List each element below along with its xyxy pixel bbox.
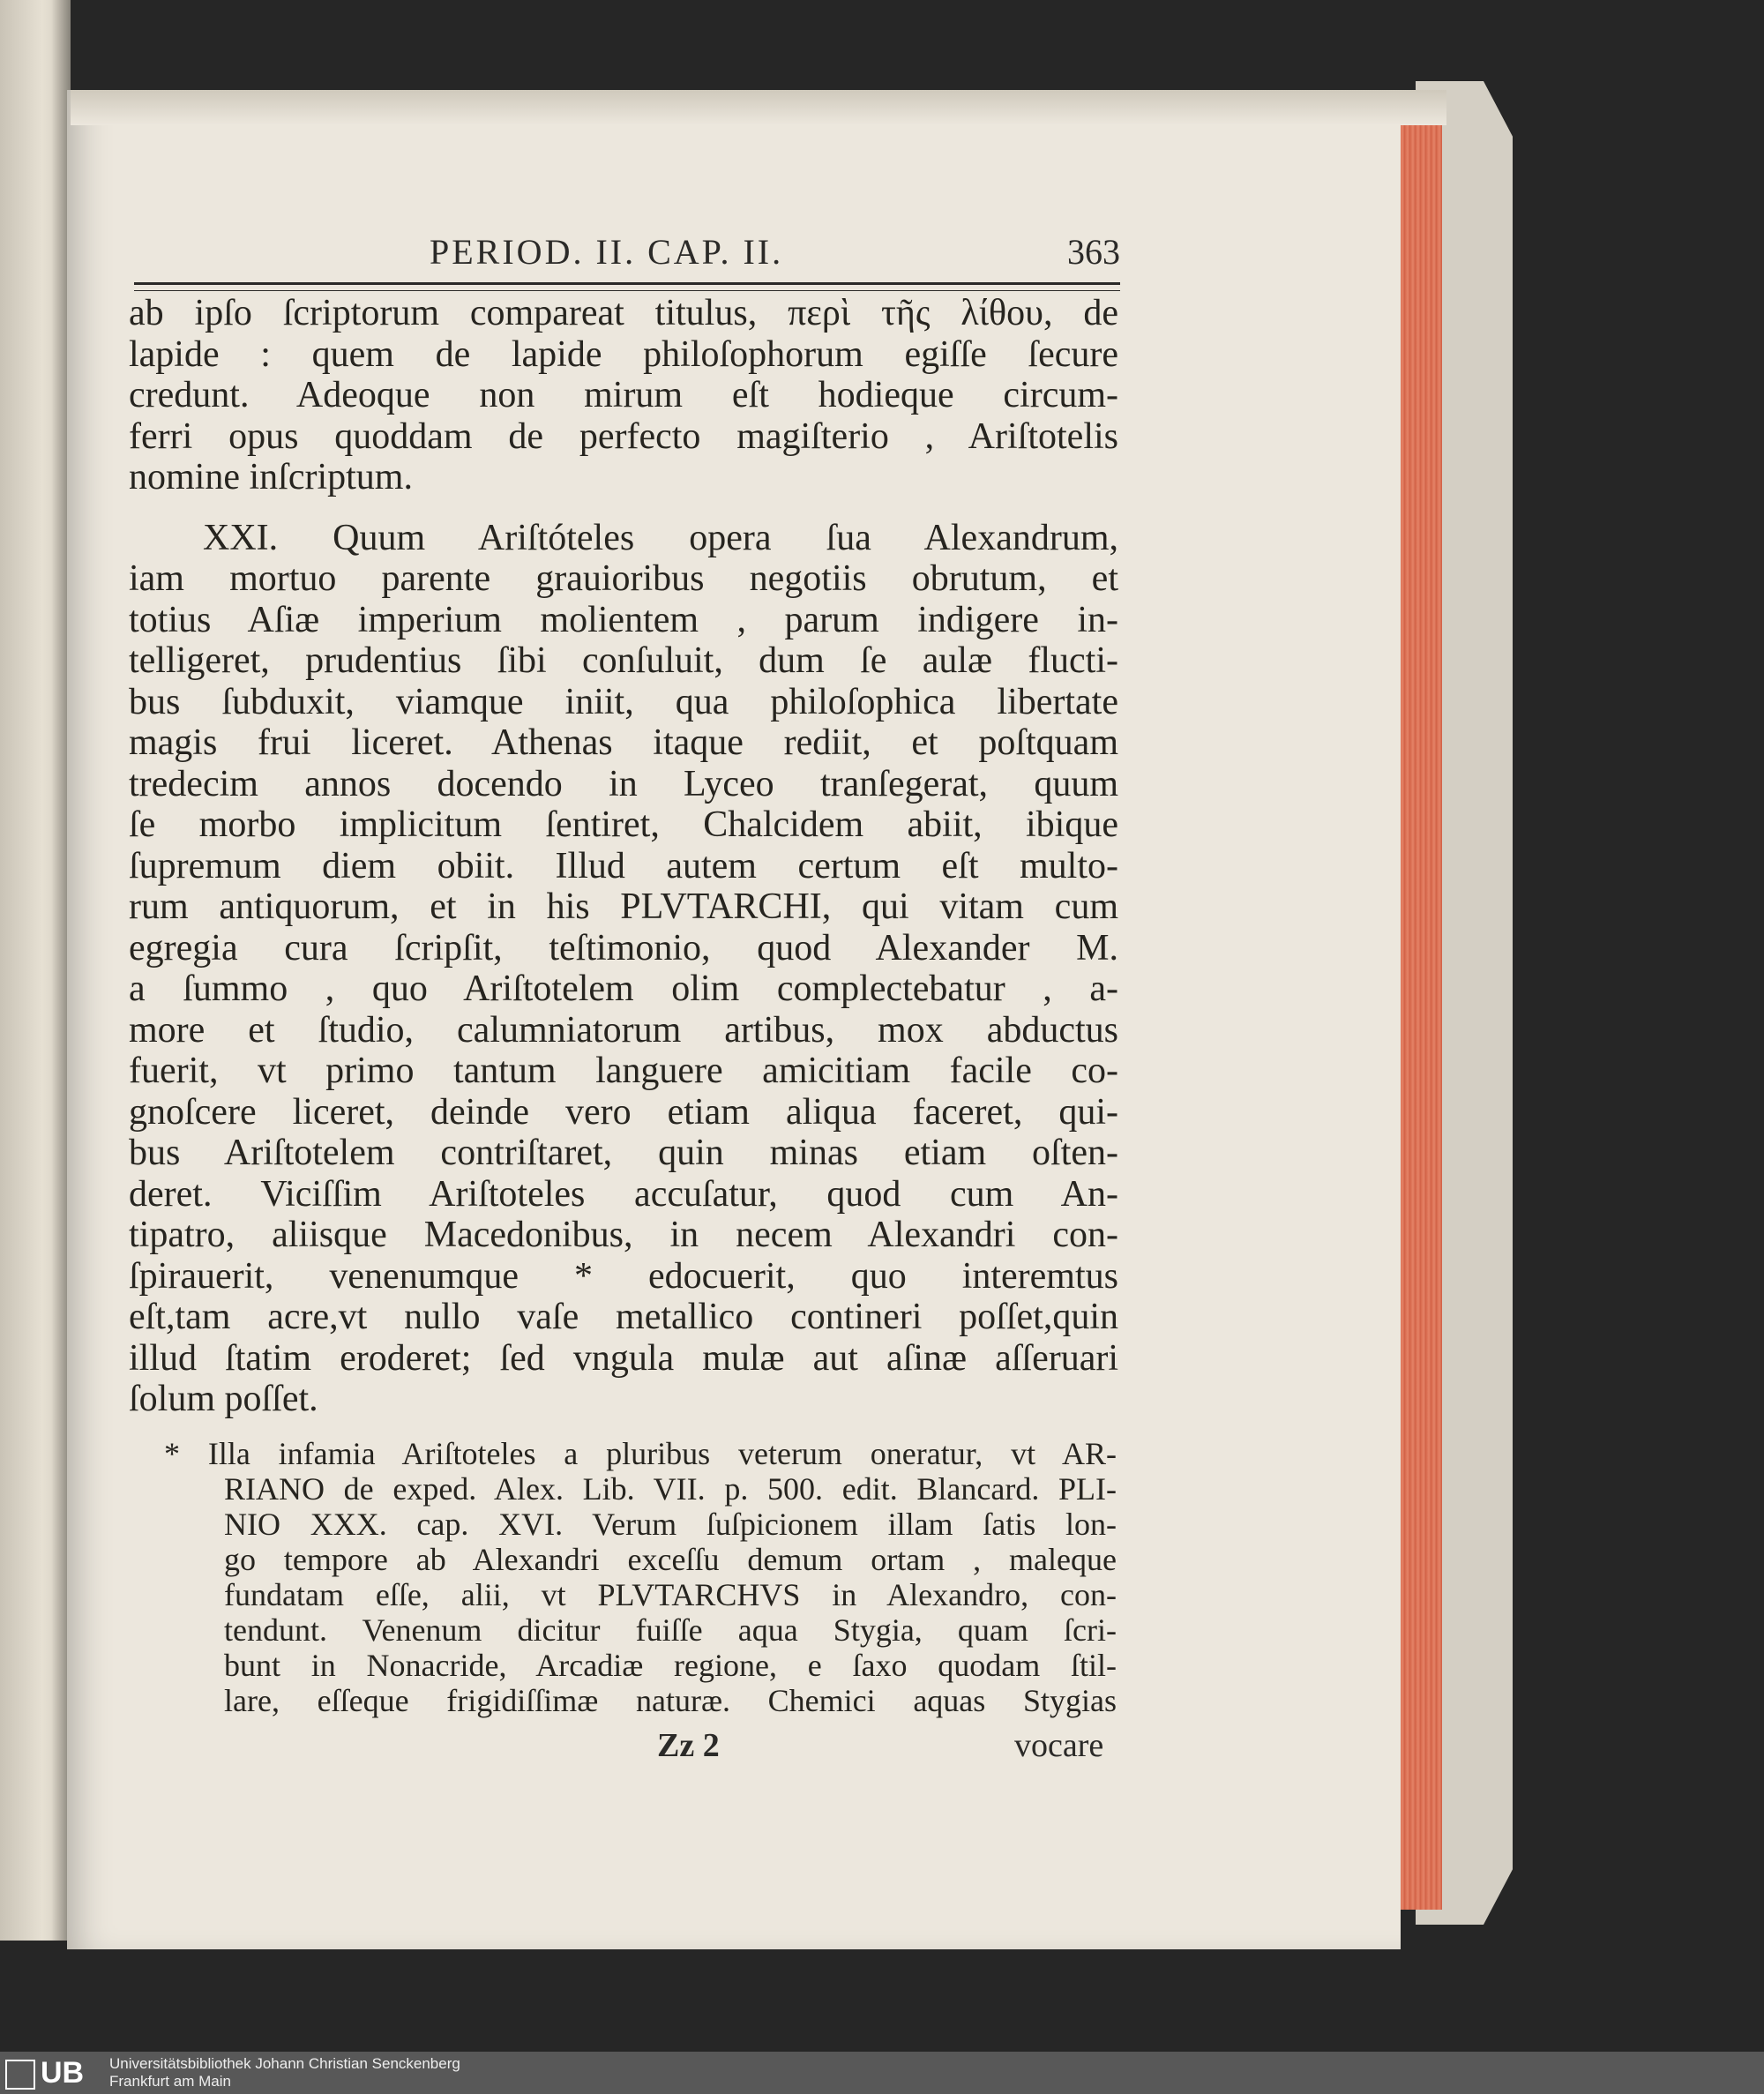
- text-line: lapide : quem de lapide philoſophorum egiſſe ſecure: [129, 333, 1118, 375]
- text-line: iam mortuo parente grauioribus negotiis obrutum, et: [129, 558, 1118, 599]
- text-line: gnoſcere liceret, deinde vero etiam aliqua faceret, qui-: [129, 1091, 1118, 1133]
- text-line: more et ſtudio, calumniatorum artibus, mox abductus: [129, 1009, 1118, 1051]
- printer-signature: Zz 2: [657, 1727, 720, 1764]
- footnote-line: RIANO de exped. Alex. Lib. VII. p. 500. edit. Blancard. PLI-: [224, 1471, 1117, 1507]
- library-footer-bar: [0, 2052, 1764, 2094]
- text-line: rum antiquorum, et in his PLVTARCHI, qui vitam cum: [129, 886, 1118, 927]
- text-line: ſpirauerit, venenumque * edocuerit, quo interemtus: [129, 1255, 1118, 1297]
- footer-line-city: Frankfurt am Main: [109, 2073, 231, 2090]
- text-line: tipatro, aliisque Macedonibus, in necem Alexandri con-: [129, 1215, 1118, 1255]
- page-number: 363: [1067, 232, 1120, 272]
- text-line: telligeret, prudentius ſibi conſuluit, dum ſe aulæ flucti-: [129, 640, 1118, 681]
- paragraph-gap: [129, 498, 1118, 518]
- text-line: magis frui liceret. Athenas itaque rediit, et poſtquam: [129, 722, 1118, 763]
- header-rule: [134, 282, 1120, 291]
- footer-line-institution: Universitätsbibliothek Johann Christian Senckenberg: [109, 2055, 460, 2072]
- ub-logo[interactable]: [5, 2055, 104, 2090]
- text-line: bus ſubduxit, viamque iniit, qua philoſophica libertate: [129, 681, 1118, 722]
- text-line: totius Aſiæ imperium molientem , parum indigere in-: [129, 599, 1118, 640]
- text-line: bus Ariſtotelem contriſtaret, quin minas etiam oſten-: [129, 1133, 1118, 1173]
- footnote-line: NIO XXX. cap. XVI. Verum ſuſpicionem illam ſatis lon-: [224, 1507, 1117, 1542]
- text-line: deret. Viciſſim Ariſtoteles accuſatur, quod cum An-: [129, 1173, 1118, 1215]
- footnote-line: go tempore ab Alexandri exceſſu demum ortam , maleque: [224, 1542, 1117, 1577]
- text-line: credunt. Adeoque non mirum eſt hodieque circum-: [129, 375, 1118, 415]
- footnote-line: bunt in Nonacride, Arcadiæ regione, e ſaxo quodam ſtil-: [224, 1648, 1117, 1683]
- footnote-line: tendunt. Venenum dicitur fuiſſe aqua Stygia, quam ſcri-: [224, 1612, 1117, 1648]
- footnote: [164, 1436, 1117, 1718]
- footnote-line: fundatam eſſe, alii, vt PLVTARCHVS in Alexandro, con-: [224, 1577, 1117, 1612]
- footnote-line: * Illa infamia Ariſtoteles a pluribus veterum oneratur, vt AR-: [164, 1436, 1117, 1471]
- text-line: ab ipſo ſcriptorum compareat titulus, περὶ τῆς λίθου, de: [129, 293, 1118, 333]
- footnote-line: lare, eſſeque frigidiſſimæ naturæ. Chemici aquas Stygias: [224, 1683, 1117, 1718]
- text-line: a ſummo , quo Ariſtotelem olim complectebatur , a-: [129, 968, 1118, 1009]
- text-line: ferri opus quoddam de perfecto magiſterio , Ariſtotelis: [129, 415, 1118, 457]
- page-top-shadow: [71, 90, 1446, 125]
- footer-credit: [109, 2055, 460, 2090]
- text-line: fuerit, vt primo tantum languere amicitiam facile co-: [129, 1051, 1118, 1091]
- text-line: illud ſtatim eroderet; ſed vngula mulæ aut aſinæ aſſeruari: [129, 1337, 1118, 1379]
- text-line: egregia cura ſcripſit, teſtimonio, quod Alexander M.: [129, 927, 1118, 968]
- logo-mark-icon: [5, 2060, 35, 2090]
- text-line: ſe morbo implicitum ſentiret, Chalcidem abiit, ibique: [129, 804, 1118, 845]
- running-head: [132, 231, 1120, 284]
- catchword: vocare: [1014, 1727, 1104, 1764]
- text-line: tredecim annos docendo in Lyceo tranſegerat, quum: [129, 763, 1118, 804]
- text-line: ſolum poſſet.: [129, 1379, 318, 1419]
- logo-text: UB: [41, 2056, 85, 2090]
- running-title: PERIOD. II. CAP. II.: [430, 232, 784, 272]
- text-line: XXI. Quum Ariſtóteles opera ſua Alexandrum,: [203, 517, 1118, 558]
- text-line: eſt,tam acre,vt nullo vaſe metallico contineri poſſet,quin: [129, 1297, 1118, 1337]
- text-line: nomine inſcriptum.: [129, 457, 413, 497]
- text-line: ſupremum diem obiit. Illud autem certum eſt multo-: [129, 845, 1118, 886]
- main-text: [129, 293, 1118, 1420]
